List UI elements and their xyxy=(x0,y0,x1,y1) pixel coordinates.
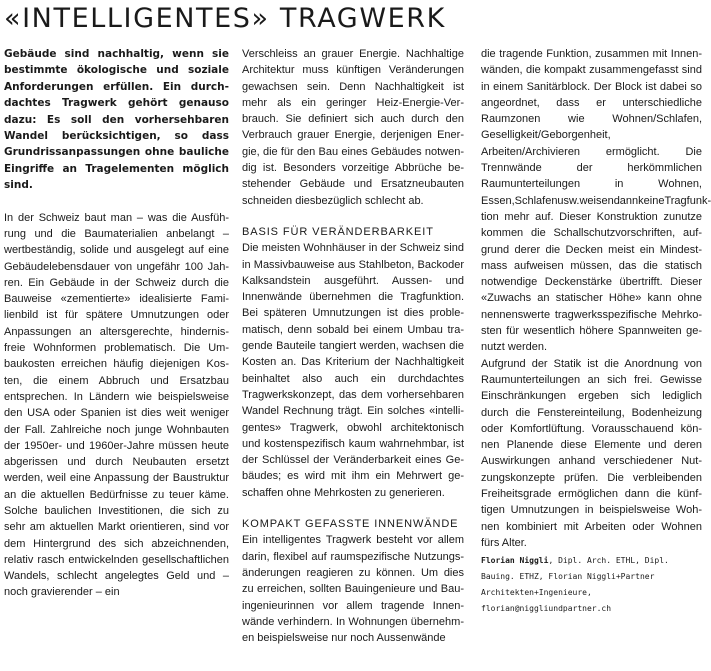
body-paragraph-1-text: In der Schweiz baut man – was die Ausführung und die Baumaterialien anbelangt – wertbeständig, solide und ausgelegt auf eine Gebäudelebensdauer von ungefähr 100 Jahren. Ein Gebäude in der Schweiz durch die Bauweise «zementierte» idealisierte Familienbild ist für spätere Umnutzungen oder Anpassungen an altersgerechte, hindernisfreie Wohnformen problematisch. Die Umbaukosten erreichen häufig diejenigen Kosten, die einem Abbruch und Ersatzbau entsprechen. In Ländern wie beispielsweise den USA oder Spanien ist dies weit weniger der Fall. Zahlreiche noch junge Wohnbauten der 1950er- und 1960er-Jahre müssen heute abgerissen und durch Neubauten ersetzt werden, weil eine Anpassung der Baustruktur an die aktuellen Bedürfnisse zu teuer käme. Solche baulichen Investitionen, die sich zu sehr am aktuellen Markt orientieren, sind vor dem Hintergrund des sich abzeichnenden, relativ rasch entwickelnden gesellschaftlichen Wandels, schlecht angelegtes Geld und – noch gravierender – ein xyxy=(4,211,229,599)
author-name: Florian Niggli xyxy=(481,556,549,566)
body-paragraph-6: Aufgrund der Statik ist die Anordnung von Raumunterteilungen an sich frei. Gewisse Einschränkungen ergeben sich lediglich durch die Fenstereinteilung, Bodenheizung oder Komfortlüftung. Vorausschauend können Planende diese Elemente und deren Auswirkungen anhand verschiedener Nutzungskonzepte prüfen. Die verbleibenden Freiheitsgrade ermöglichen dann die künftigen Umnutzungen in beispielsweise Wohnen kombiniert mit Arbeiten oder Wohnen fürs Alter. xyxy=(481,357,702,549)
column-1 xyxy=(4,46,229,601)
author-byline xyxy=(481,553,702,617)
author-details: , Dipl. Arch. ETHL, Dipl. Bauing. ETHZ, Florian Niggli+Partner Architekten+Ingenieure, florian@niggliundpartner.ch xyxy=(481,556,669,614)
column-3 xyxy=(481,46,711,617)
body-paragraph-5: die tragende Funktion, zusammen mit Innenwänden, die kompakt zusammengefasst sind in einem Sanitärblock. Der Block ist dabei so angeordnet, dass er unterschiedliche Raumzonen wie Wohnen/Schlafen, Geselligkeit/Geborgenheit, Arbeiten/Archivieren ermöglicht. Die Trennwände der herkömmlichen Raumunterteilungen in Wohnen, Essen,Schlafenusw.weisendannkeineTragfunktion mehr auf. Dieser Konstruktion zunutze kommen die Schallschutzvorschriften, aufgrund derer die Decken meist ein Mindestmass aufweisen müssen, das die statisch notwendige Deckenstärke übertrifft. Dieser «Zuwachs an statischer Höhe» kann ohne nennenswerte tragwerksspezifische Mehrkosten für wesentlich höhere Spannweiten genutzt werden. xyxy=(481,48,711,354)
body-paragraph-4: Ein intelligentes Tragwerk besteht vor allem darin, flexibel auf raumspezifische Nutzungsänderungen reagieren zu können. Um dies zu erreichen, sollten Bauingenieure und Bauingenieurinnen vor allem tragende Innenwände verhindern. In Wohnungen übernehmen beispielsweise nur noch Aussenwände xyxy=(242,534,464,645)
section-heading-1: BASIS FÜR VERÄNDERBARKEIT xyxy=(242,225,434,238)
article-title: «INTELLIGENTES» TRAGWERK xyxy=(4,3,446,34)
body-paragraph-2: Verschleiss an grauer Energie. Nachhaltige Architektur muss künftigen Veränderungen gewachsen sein. Denn Nachhaltigkeit ist mehr als ein geringer Heiz-Energie-Verbrauch. Sie definiert sich auch durch den Verbrauch grauer Energie, derjenigen Energie, die für den Bau eines Gebäudes notwendig ist. Besonders vorzeitige Abbrüche bestehender Gebäude und Ersatzneubauten schneiden diesbezüglich schlecht ab. xyxy=(242,48,464,207)
body-paragraph-3: Die meisten Wohnhäuser in der Schweiz sind in Massivbauweise aus Stahlbeton, Backoder Kalksandstein ausgeführt. Aussen- und Innenwände übernehmen die Tragfunktion. Bei späteren Umnutzungen ist dies problematisch, denn sobald bei einem Umbau tragende Bauteile tangiert werden, wachsen die Kosten an. Das Kriterium der Nachhaltigkeit beinhaltet also auch ein durchdachtes Tragwerkskonzept, das dem vorhersehbaren Wandel Rechnung trägt. Ein solches «intelligentes» Tragwerk, obwohl architektonisch und kostenspezifisch kaum wahrnehmbar, ist der Schlüssel der Veränderbarkeit eines Gebäudes; es wird mit ihm ein Mehrwert geschaffen ohne Mehrkosten zu generieren. xyxy=(242,242,464,499)
lead-paragraph: Gebäude sind nachhaltig, wenn sie bestimmte ökologische und soziale Anforderungen erfüllen. Ein durchdachtes Tragwerk gehört genauso dazu: Es soll den vorhersehbaren Wandel berücksichtigen, so dass Grundrissanpassungen ohne bauliche Eingriffe an Tragelementen möglich sind. xyxy=(4,48,229,192)
section-heading-2: KOMPAKT GEFASSTE INNENWÄNDE xyxy=(242,518,459,531)
column-2 xyxy=(242,46,464,646)
body-paragraph-1 xyxy=(4,210,229,601)
